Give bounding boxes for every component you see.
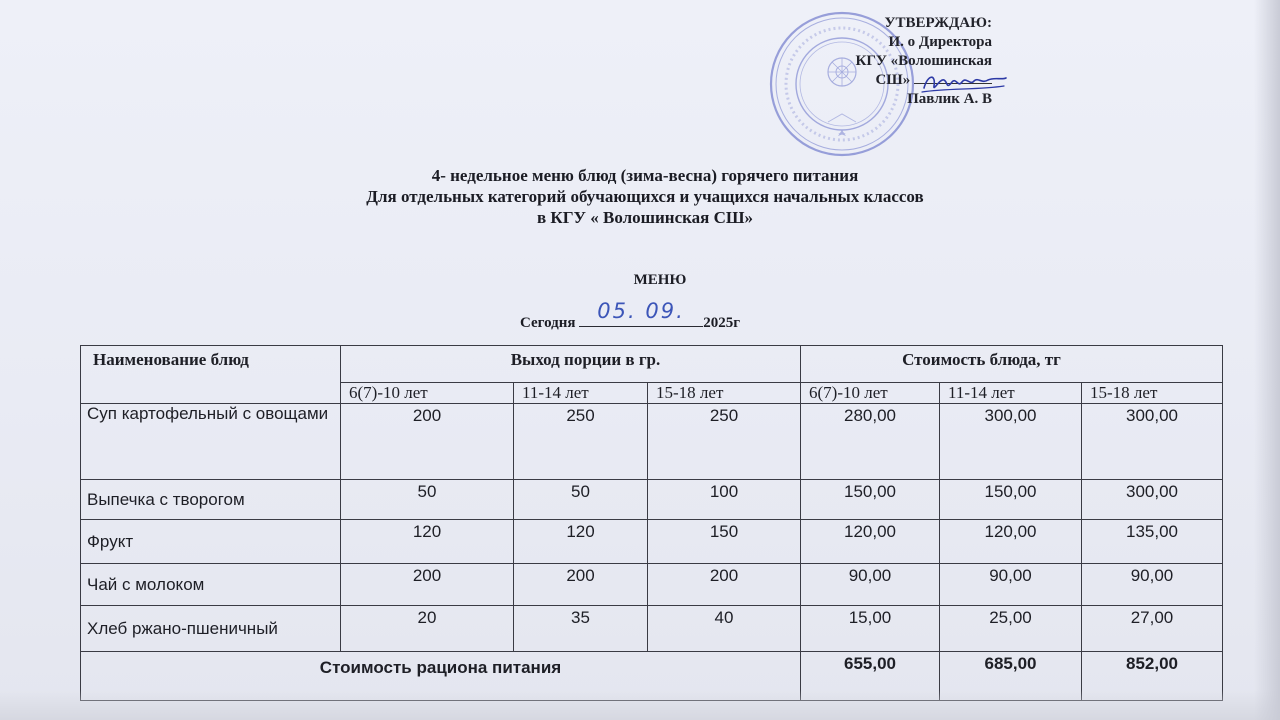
document-title [240, 165, 1050, 228]
table-row [81, 564, 1223, 606]
signature-icon [918, 68, 1008, 102]
cell-value: 25,00 [940, 606, 1082, 652]
cell-value: 250 [648, 404, 801, 480]
cell-value: 150 [648, 520, 801, 564]
cell-value: 200 [648, 564, 801, 606]
handwritten-date: 05. 09. [597, 299, 685, 323]
cell-value: 200 [341, 404, 514, 480]
menu-heading: МЕНЮ [633, 272, 687, 288]
cell-value: 20 [341, 606, 514, 652]
table-row [81, 404, 1223, 480]
age-group: 6(7)-10 лет [801, 383, 940, 404]
date-blank [579, 299, 703, 327]
cell-value: 35 [514, 606, 648, 652]
cell-value: 40 [648, 606, 801, 652]
title-line-1: 4- недельное меню блюд (зима-весна) горячего питания [431, 166, 859, 185]
age-group: 6(7)-10 лет [341, 383, 514, 404]
cell-value: 15,00 [801, 606, 940, 652]
dish-name: Фрукт [81, 520, 341, 564]
cell-value: 27,00 [1082, 606, 1223, 652]
page-edge [1254, 0, 1280, 720]
today-date-line [520, 299, 820, 332]
approval-org-end: СШ» [820, 71, 992, 90]
cell-value: 50 [341, 480, 514, 520]
age-group: 15-18 лет [648, 383, 801, 404]
dish-name: Чай с молоком [81, 564, 341, 606]
cell-value: 280,00 [801, 404, 940, 480]
header-cost: Стоимость блюда, тг [801, 346, 1223, 383]
approval-heading: УТВЕРЖДАЮ: [884, 15, 992, 31]
cell-value: 200 [341, 564, 514, 606]
cell-value: 100 [648, 480, 801, 520]
cell-value: 90,00 [940, 564, 1082, 606]
title-line-3: в КГУ « Волошинская СШ» [536, 208, 754, 227]
age-group: 11-14 лет [940, 383, 1082, 404]
cell-value: 90,00 [1082, 564, 1223, 606]
dish-name: Суп картофельный с овощами [81, 404, 341, 480]
today-label: Сегодня [520, 315, 576, 331]
total-value: 852,00 [1082, 652, 1223, 701]
total-value: 655,00 [801, 652, 940, 701]
cell-value: 50 [514, 480, 648, 520]
cell-value: 120,00 [940, 520, 1082, 564]
approval-name: Павлик А. В [907, 91, 992, 107]
cell-value: 150,00 [940, 480, 1082, 520]
dish-name: Хлеб ржано-пшеничный [81, 606, 341, 652]
cell-value: 120 [341, 520, 514, 564]
table-row [81, 480, 1223, 520]
cell-value: 300,00 [940, 404, 1082, 480]
cell-value: 150,00 [801, 480, 940, 520]
title-line-2: Для отдельных категорий обучающихся и учащихся начальных классов [366, 187, 924, 206]
total-label: Стоимость рациона питания [81, 652, 801, 701]
dish-name: Выпечка с творогом [81, 480, 341, 520]
cell-value: 250 [514, 404, 648, 480]
header-portion: Выход порции в гр. [341, 346, 801, 383]
page-shadow [0, 690, 1280, 720]
total-value: 685,00 [940, 652, 1082, 701]
table-header-row [81, 346, 1223, 383]
table-row [81, 606, 1223, 652]
cell-value: 135,00 [1082, 520, 1223, 564]
cell-value: 120,00 [801, 520, 940, 564]
cell-value: 90,00 [801, 564, 940, 606]
age-group: 11-14 лет [514, 383, 648, 404]
cell-value: 200 [514, 564, 648, 606]
approval-position: И. о Директора [888, 34, 992, 50]
table-row [81, 520, 1223, 564]
today-year: 2025г [703, 315, 741, 331]
cell-value: 300,00 [1082, 480, 1223, 520]
age-group: 15-18 лет [1082, 383, 1223, 404]
cell-value: 120 [514, 520, 648, 564]
cell-value: 300,00 [1082, 404, 1223, 480]
approval-org: КГУ «Волошинская [855, 53, 992, 69]
menu-table [80, 345, 1223, 701]
header-dish: Наименование блюд [81, 346, 341, 404]
